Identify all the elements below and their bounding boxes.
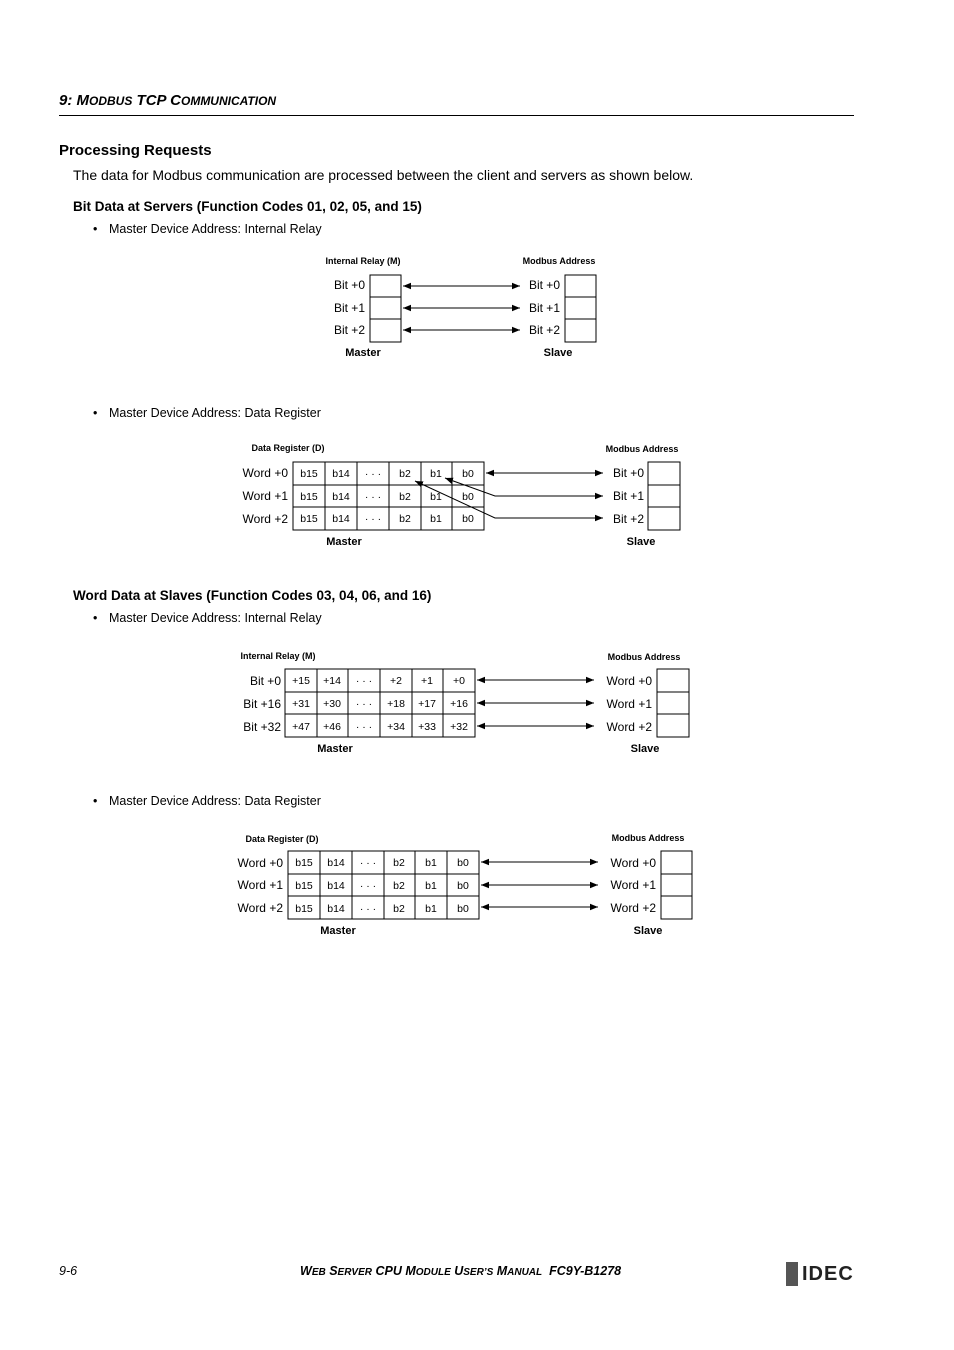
internal-relay-label: Internal Relay (M) (240, 651, 316, 661)
master-label: Master (320, 925, 356, 937)
bullet-data-register-1: • Master Device Address: Data Register (93, 406, 321, 420)
cell: b15 (300, 468, 318, 480)
row-label: Word +0 (606, 674, 652, 688)
row-label: Bit +1 (528, 301, 560, 315)
row-label: Word +1 (242, 489, 288, 503)
cell: · · · (355, 675, 373, 687)
row-label: Bit +2 (528, 323, 560, 337)
cell: b15 (300, 513, 318, 525)
section-title: Processing Requests (59, 142, 212, 159)
master-label: Master (326, 536, 362, 548)
diagram-bit-data-register (243, 443, 680, 548)
row-label: Bit +0 (249, 674, 281, 688)
modbus-address-label: Modbus Address (607, 652, 681, 662)
modbus-address-label: Modbus Address (522, 256, 596, 266)
cell: b2 (399, 468, 411, 480)
manual-title: WEB SERVER CPU MODULE USER’S MANUAL FC9Y-B1278 (300, 1264, 622, 1278)
row-label: Word +1 (610, 878, 656, 892)
cell: b2 (393, 903, 405, 915)
cell: b15 (295, 903, 313, 915)
diagram-word-data-register (238, 833, 692, 937)
bullet-internal-relay-1: • Master Device Address: Internal Relay (93, 222, 322, 236)
cell: b2 (399, 491, 411, 503)
cell: +2 (390, 675, 402, 687)
diagram-bit-internal-relay (325, 256, 596, 359)
cell: +14 (323, 675, 341, 687)
cell: b0 (462, 468, 474, 480)
row-label: Bit +0 (333, 278, 365, 292)
cell: +31 (292, 698, 310, 710)
row-label: Bit +1 (612, 489, 644, 503)
slave-box (657, 669, 689, 737)
slave-label: Slave (543, 347, 573, 359)
cell: b0 (457, 903, 469, 915)
cell: b15 (295, 880, 313, 892)
cell: b0 (462, 513, 474, 525)
cell: b1 (430, 491, 442, 503)
cell: · · · (359, 857, 377, 869)
idec-logo (786, 1262, 856, 1286)
cell: b2 (393, 857, 405, 869)
slave-label: Slave (630, 743, 660, 755)
master-label: Master (317, 743, 353, 755)
cell: +1 (421, 675, 433, 687)
row-label: Word +0 (242, 466, 288, 480)
cell: b1 (430, 468, 442, 480)
slave-box (565, 275, 596, 342)
logo-mark-icon (786, 1262, 798, 1286)
cell: b1 (430, 513, 442, 525)
internal-relay-label: Internal Relay (M) (325, 256, 401, 266)
cell: b14 (327, 880, 345, 892)
cell: +46 (323, 721, 341, 733)
bullet-data-register-2: • Master Device Address: Data Register (93, 794, 321, 808)
cell: +33 (418, 721, 436, 733)
cell: +0 (453, 675, 465, 687)
row-label: Word +2 (237, 901, 283, 915)
cell: +15 (292, 675, 310, 687)
cell: · · · (355, 721, 373, 733)
row-label: Bit +2 (612, 512, 644, 526)
slave-box (661, 851, 692, 919)
slave-label: Slave (626, 536, 656, 548)
modbus-address-label: Modbus Address (611, 833, 685, 843)
cell: b0 (462, 491, 474, 503)
cell: +32 (450, 721, 468, 733)
modbus-address-label: Modbus Address (605, 444, 679, 454)
cell: · · · (364, 491, 382, 503)
row-label: Bit +0 (528, 278, 560, 292)
row-label: Word +1 (606, 697, 652, 711)
cell: b14 (327, 857, 345, 869)
cell: b0 (457, 857, 469, 869)
mapping-arrow (415, 481, 603, 518)
chapter-title: 9: MODBUS TCP COMMUNICATION (59, 92, 277, 109)
word-data-heading: Word Data at Slaves (Function Codes 03, 04, 06, and 16) (73, 588, 432, 603)
intro-paragraph: The data for Modbus communication are processed between the client and servers as shown below. (73, 167, 694, 183)
cell: b14 (332, 513, 350, 525)
data-register-label: Data Register (D) (251, 443, 325, 453)
logo-text: IDEC (802, 1263, 854, 1285)
cell: b0 (457, 880, 469, 892)
row-label: Word +2 (606, 720, 652, 734)
cell: b1 (425, 857, 437, 869)
cell: b2 (399, 513, 411, 525)
cell: b15 (295, 857, 313, 869)
master-label: Master (345, 347, 381, 359)
data-register-label: Data Register (D) (245, 834, 319, 844)
row-label: Word +0 (237, 856, 283, 870)
diagram-word-internal-relay (240, 651, 689, 755)
row-label: Bit +1 (333, 301, 365, 315)
cell: · · · (359, 903, 377, 915)
row-label: Word +0 (610, 856, 656, 870)
row-label: Word +2 (610, 901, 656, 915)
slave-label: Slave (633, 925, 663, 937)
row-label: Bit +2 (333, 323, 365, 337)
cell: +47 (292, 721, 310, 733)
cell: b2 (393, 880, 405, 892)
master-box (370, 275, 401, 342)
cell: · · · (355, 698, 373, 710)
cell: · · · (364, 468, 382, 480)
row-label: Bit +16 (243, 697, 281, 711)
cell: +17 (418, 698, 436, 710)
bit-data-heading: Bit Data at Servers (Function Codes 01, 02, 05, and 15) (73, 199, 422, 214)
bullet-internal-relay-2: • Master Device Address: Internal Relay (93, 611, 322, 625)
cell: +34 (387, 721, 405, 733)
cell: b14 (332, 468, 350, 480)
row-label: Word +2 (242, 512, 288, 526)
cell: b1 (425, 903, 437, 915)
row-label: Bit +32 (243, 720, 281, 734)
cell: +30 (323, 698, 341, 710)
cell: · · · (359, 880, 377, 892)
cell: b14 (332, 491, 350, 503)
cell: +16 (450, 698, 468, 710)
cell: b14 (327, 903, 345, 915)
cell: b15 (300, 491, 318, 503)
row-label: Bit +0 (612, 466, 644, 480)
cell: +18 (387, 698, 405, 710)
cell: b1 (425, 880, 437, 892)
page-number: 9-6 (59, 1264, 78, 1278)
cell: · · · (364, 513, 382, 525)
slave-box (648, 462, 680, 530)
row-label: Word +1 (237, 878, 283, 892)
